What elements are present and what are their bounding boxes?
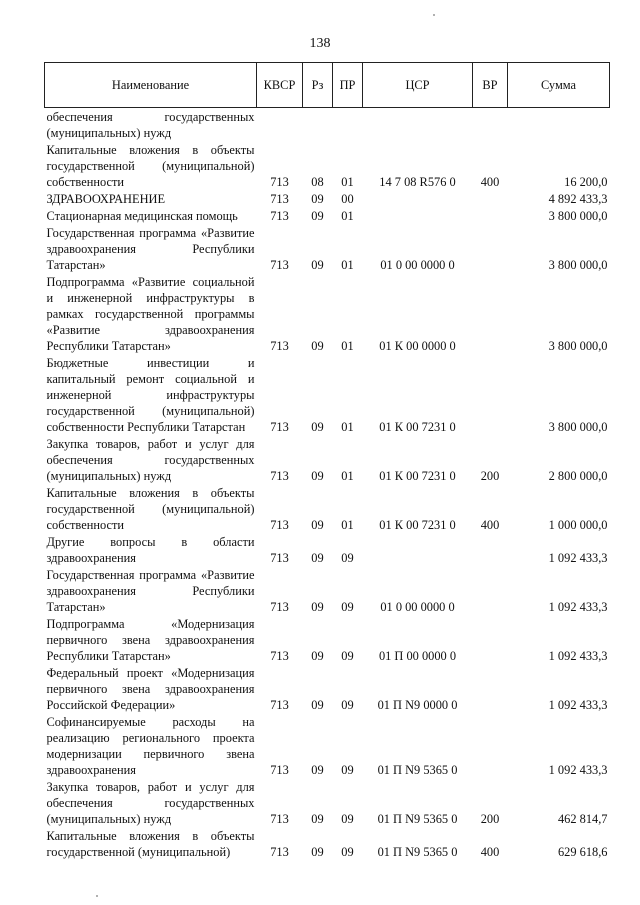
cell-pr: 09 xyxy=(341,812,354,826)
cell-csr: 01 П 00 0000 0 xyxy=(378,649,457,663)
cell-sum: 3 800 000,0 xyxy=(548,339,608,353)
cell-pr: 01 xyxy=(341,469,354,483)
cell-sum: 629 618,6 xyxy=(557,845,608,859)
cell-pr: 00 xyxy=(341,192,354,206)
cell-name: Капитальные вложения в объекты государственной (муниципальной) собственности xyxy=(46,143,255,189)
cell-vr xyxy=(473,108,508,142)
scan-artifact xyxy=(96,895,98,897)
cell-rz xyxy=(303,108,333,142)
table-row xyxy=(45,435,610,484)
cell-rz: 09 xyxy=(311,420,324,434)
cell-sum: 462 814,7 xyxy=(557,812,608,826)
cell-csr: 01 П N9 5365 0 xyxy=(377,812,458,826)
cell-kvsr: 713 xyxy=(270,420,289,434)
table-row xyxy=(45,108,610,142)
cell-sum: 1 092 433,3 xyxy=(548,551,608,565)
cell-pr: 01 xyxy=(341,420,354,434)
cell-rz: 09 xyxy=(311,469,324,483)
cell-sum: 3 800 000,0 xyxy=(548,209,608,223)
table-row xyxy=(45,224,610,273)
cell-kvsr: 713 xyxy=(270,763,289,777)
cell-pr: 09 xyxy=(341,649,354,663)
cell-sum: 3 800 000,0 xyxy=(548,420,608,434)
cell-kvsr: 713 xyxy=(270,812,289,826)
cell-rz: 09 xyxy=(311,649,324,663)
column-header-name: Наименование xyxy=(45,63,257,108)
cell-csr: 01 П N9 5365 0 xyxy=(377,763,458,777)
cell-sum: 16 200,0 xyxy=(564,175,608,189)
cell-sum: 1 092 433,3 xyxy=(548,649,608,663)
cell-kvsr: 713 xyxy=(270,258,289,272)
cell-name: Бюджетные инвестиции и капитальный ремонт социальной и инженерной инфраструктуры государственной (муниципальной) собственности Республики Татарстан xyxy=(46,356,255,434)
cell-vr xyxy=(473,190,508,207)
cell-name: Капитальные вложения в объекты государственной (муниципальной) собственности xyxy=(46,486,255,532)
cell-kvsr: 713 xyxy=(270,175,289,189)
cell-vr: 200 xyxy=(480,812,500,826)
cell-sum xyxy=(508,108,610,142)
cell-name: Федеральный проект «Модернизация первичного звена здравоохранения Российской Федерации» xyxy=(46,666,255,712)
cell-csr xyxy=(363,207,473,224)
table-row xyxy=(45,484,610,533)
cell-pr: 09 xyxy=(341,845,354,859)
cell-sum: 1 092 433,3 xyxy=(548,763,608,777)
cell-name: Софинансируемые расходы на реализацию регионального проекта модернизации первичного звена здравоохранения xyxy=(46,715,255,777)
cell-name: обеспечения государственных (муниципальных) нужд xyxy=(46,110,255,140)
cell-kvsr: 713 xyxy=(270,469,289,483)
cell-vr: 400 xyxy=(480,175,500,189)
column-header-rz: Рз xyxy=(303,63,333,108)
cell-csr: 01 К 00 0000 0 xyxy=(379,339,456,353)
cell-name: ЗДРАВООХРАНЕНИЕ xyxy=(46,192,166,206)
cell-kvsr: 713 xyxy=(270,209,289,223)
table-row xyxy=(45,354,610,435)
budget-table xyxy=(44,62,610,860)
table-row xyxy=(45,533,610,566)
cell-csr: 01 П N9 0000 0 xyxy=(377,698,458,712)
cell-name: Государственная программа «Развитие здравоохранения Республики Татарстан» xyxy=(46,568,255,614)
cell-rz: 09 xyxy=(311,600,324,614)
scan-artifact xyxy=(433,14,435,16)
cell-vr xyxy=(473,713,508,778)
column-header-vr: ВР xyxy=(473,63,508,108)
cell-pr: 01 xyxy=(341,339,354,353)
cell-rz: 09 xyxy=(311,551,324,565)
table-row xyxy=(45,566,610,615)
page-number: 138 xyxy=(309,36,331,51)
cell-kvsr xyxy=(257,108,303,142)
cell-sum: 1 092 433,3 xyxy=(548,600,608,614)
cell-kvsr: 713 xyxy=(270,551,289,565)
cell-kvsr: 713 xyxy=(270,600,289,614)
cell-vr xyxy=(473,615,508,664)
table-row xyxy=(45,664,610,713)
cell-name: Закупка товаров, работ и услуг для обеспечения государственных (муниципальных) нужд xyxy=(46,437,255,483)
cell-vr: 400 xyxy=(480,845,500,859)
cell-rz: 09 xyxy=(311,339,324,353)
cell-sum: 4 892 433,3 xyxy=(548,192,608,206)
cell-pr: 01 xyxy=(341,518,354,532)
cell-sum: 2 800 000,0 xyxy=(548,469,608,483)
cell-csr: 01 К 00 7231 0 xyxy=(379,469,456,483)
cell-name: Подпрограмма «Модернизация первичного звена здравоохранения Республики Татарстан» xyxy=(46,617,255,663)
cell-name: Другие вопросы в области здравоохранения xyxy=(46,535,255,565)
cell-kvsr: 713 xyxy=(270,698,289,712)
cell-pr xyxy=(333,108,363,142)
table-row xyxy=(45,190,610,207)
column-header-sum: Сумма xyxy=(508,63,610,108)
cell-vr xyxy=(473,354,508,435)
cell-kvsr: 713 xyxy=(270,845,289,859)
cell-vr xyxy=(473,207,508,224)
table-row xyxy=(45,615,610,664)
cell-name: Стационарная медицинская помощь xyxy=(46,209,238,223)
cell-csr: 01 0 00 0000 0 xyxy=(380,258,455,272)
cell-pr: 01 xyxy=(341,209,354,223)
cell-kvsr: 713 xyxy=(270,649,289,663)
cell-vr: 200 xyxy=(480,469,500,483)
cell-rz: 09 xyxy=(311,763,324,777)
column-header-kvsr: КВСР xyxy=(257,63,303,108)
cell-sum: 3 800 000,0 xyxy=(548,258,608,272)
table-row xyxy=(45,827,610,860)
cell-pr: 01 xyxy=(341,175,354,189)
table-row xyxy=(45,778,610,827)
cell-csr: 01 К 00 7231 0 xyxy=(379,420,456,434)
cell-rz: 09 xyxy=(311,258,324,272)
cell-csr: 01 П N9 5365 0 xyxy=(377,845,458,859)
cell-kvsr: 713 xyxy=(270,192,289,206)
cell-sum: 1 000 000,0 xyxy=(548,518,608,532)
cell-vr xyxy=(473,224,508,273)
table-body xyxy=(45,108,610,861)
cell-name: Закупка товаров, работ и услуг для обеспечения государственных (муниципальных) нужд xyxy=(46,780,255,826)
header-row xyxy=(45,63,610,108)
cell-rz: 09 xyxy=(311,192,324,206)
column-header-pr: ПР xyxy=(333,63,363,108)
cell-vr xyxy=(473,566,508,615)
cell-rz: 09 xyxy=(311,209,324,223)
cell-pr: 09 xyxy=(341,698,354,712)
cell-kvsr: 713 xyxy=(270,339,289,353)
cell-pr: 09 xyxy=(341,551,354,565)
cell-kvsr: 713 xyxy=(270,518,289,532)
cell-rz: 09 xyxy=(311,698,324,712)
cell-rz: 09 xyxy=(311,812,324,826)
cell-csr xyxy=(363,108,473,142)
cell-sum: 1 092 433,3 xyxy=(548,698,608,712)
column-header-csr: ЦСР xyxy=(363,63,473,108)
cell-name: Подпрограмма «Развитие социальной и инженерной инфраструктуры в рамках государственной программы «Развитие здравоохранения Республики Татарстан» xyxy=(46,275,255,353)
table-row xyxy=(45,713,610,778)
cell-vr xyxy=(473,273,508,354)
cell-rz: 08 xyxy=(311,175,324,189)
cell-csr: 01 0 00 0000 0 xyxy=(380,600,455,614)
cell-csr: 01 К 00 7231 0 xyxy=(379,518,456,532)
table-header xyxy=(45,63,610,108)
cell-vr xyxy=(473,533,508,566)
table-row xyxy=(45,141,610,190)
cell-vr: 400 xyxy=(480,518,500,532)
cell-rz: 09 xyxy=(311,845,324,859)
cell-csr xyxy=(363,190,473,207)
cell-vr xyxy=(473,664,508,713)
cell-rz: 09 xyxy=(311,518,324,532)
cell-name: Капитальные вложения в объекты государственной (муниципальной) xyxy=(46,829,255,859)
cell-pr: 09 xyxy=(341,600,354,614)
cell-csr xyxy=(363,533,473,566)
cell-pr: 01 xyxy=(341,258,354,272)
table-row xyxy=(45,207,610,224)
cell-csr: 14 7 08 R576 0 xyxy=(379,175,456,189)
cell-pr: 09 xyxy=(341,763,354,777)
cell-name: Государственная программа «Развитие здравоохранения Республики Татарстан» xyxy=(46,226,255,272)
table-row xyxy=(45,273,610,354)
